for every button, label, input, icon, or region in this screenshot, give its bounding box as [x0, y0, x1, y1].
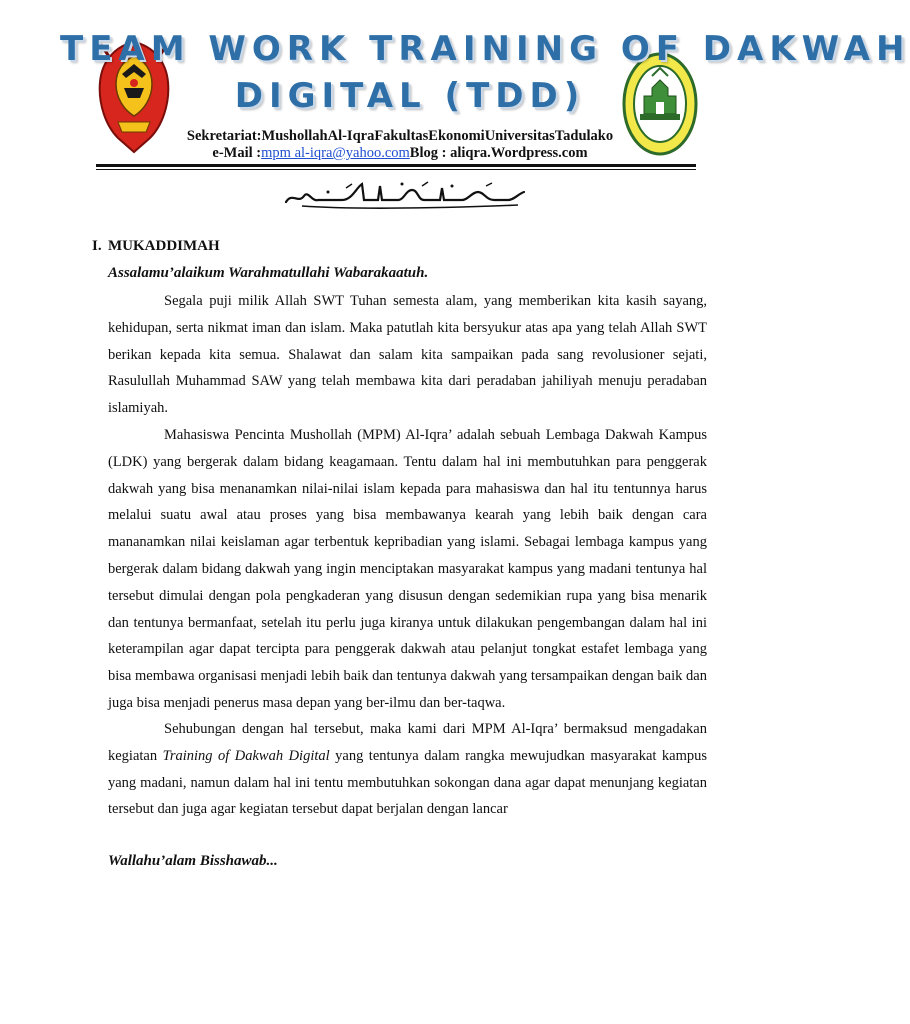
- section-title: MUKADDIMAH: [108, 238, 220, 254]
- closing-salutation: Wallahu’alam Bisshawab...: [108, 853, 278, 869]
- paragraph-1: [108, 288, 707, 422]
- title-line-2: DIGITAL (TDD): [234, 76, 586, 116]
- email-label: e-Mail :: [212, 145, 262, 161]
- paragraph-3-activity-name: Training of Dakwah Digital: [162, 747, 330, 764]
- section-number: I.: [92, 238, 102, 254]
- header-divider-thin: [96, 169, 696, 170]
- greeting: Assalamu’alaikum Warahmatullahi Wabarakaatuh.: [108, 265, 429, 281]
- paragraph-3-text-end: yang tentunya dalam rangka mewujudkan masyarakat kampus yang madani, namun dalam hal ini tentu membutuhkan sokongan dana agar dapat menunjang kegiatan tersebut dan juga agar kegiatan tersebut dapat berjalan dengan lancar: [108, 747, 707, 818]
- email-link[interactable]: mpm al-iqra@yahoo.com: [261, 145, 410, 161]
- header-divider-thick: [96, 164, 696, 167]
- section-heading: [92, 238, 220, 255]
- title-line-1: TEAM WORK TRAINING OF DAKWAH: [60, 29, 910, 69]
- secretariat-address: Sekretariat:MushollahAl-IqraFakultasEkonomiUniversitasTadulako: [186, 128, 614, 144]
- blog-text: Blog : aliqra.Wordpress.com: [409, 145, 588, 161]
- basmalah-calligraphy-icon: [282, 178, 528, 212]
- paragraph-3-text-start: Sehubungan dengan hal tersebut, maka kami dari MPM Al-Iqra’ bermaksud mengadakan kegiatan: [108, 721, 707, 764]
- paragraph-2-text: Mahasiswa Pencinta Mushollah (MPM) Al-Iqra’ adalah sebuah Lembaga Dakwah Kampus (LDK) yang bergerak dalam bidang keagamaan. Tentu dalam hal ini membutuhkan para penggerak dakwah yang bisa menanamkan nilai-nilai islam kepada para mahasiswa dan hal itu tentunnya harus melalui suatu awal atau proses yang bisa membawanya kearah yang lebih baik dengan cara mananamkan nilai keislaman agar terbentuk kepribadian yang islami. Sebagai lembaga kampus yang bergerak dalam bidang dakwah yang ingin menciptakan masyarakat kampus yang madani tentunya hal tersebut dimulai dengan pola pengkaderan yang disusun dengan sedemikian rupa yang bisa menarik dan tentunya bermanfaat, setelah itu perlu juga kiranya untuk dilakukan pengembangan dalam hal ini keterampilan agar dapat tercipta para penggerak dakwah atau pelanjut tongkat estafet lembaga yang bisa membawa organisasi menjadi lebih baik dan tentunya dakwah yang tersampaikan dengan baik dan juga bisa menjadi penerus masa depan yang ber-ilmu dan ber-taqwa.: [108, 427, 707, 711]
- paragraph-1-text: Segala puji milik Allah SWT Tuhan semesta alam, yang memberikan kita kasih sayang, kehidupan, serta nikmat iman dan islam. Maka patutlah kita bersyukur atas apa yang telah Allah SWT berikan kepada kita semua. Shalawat dan salam kita sampaikan pada sang revolusioner sejati, Rasulullah Muhammad SAW yang telah membawa kita dari peradaban jahiliyah menuju peradaban islamiyah.: [108, 293, 707, 417]
- contact-line: [170, 145, 630, 162]
- paragraph-3: [108, 716, 707, 823]
- document-title: [60, 26, 910, 120]
- paragraph-2: [108, 422, 707, 717]
